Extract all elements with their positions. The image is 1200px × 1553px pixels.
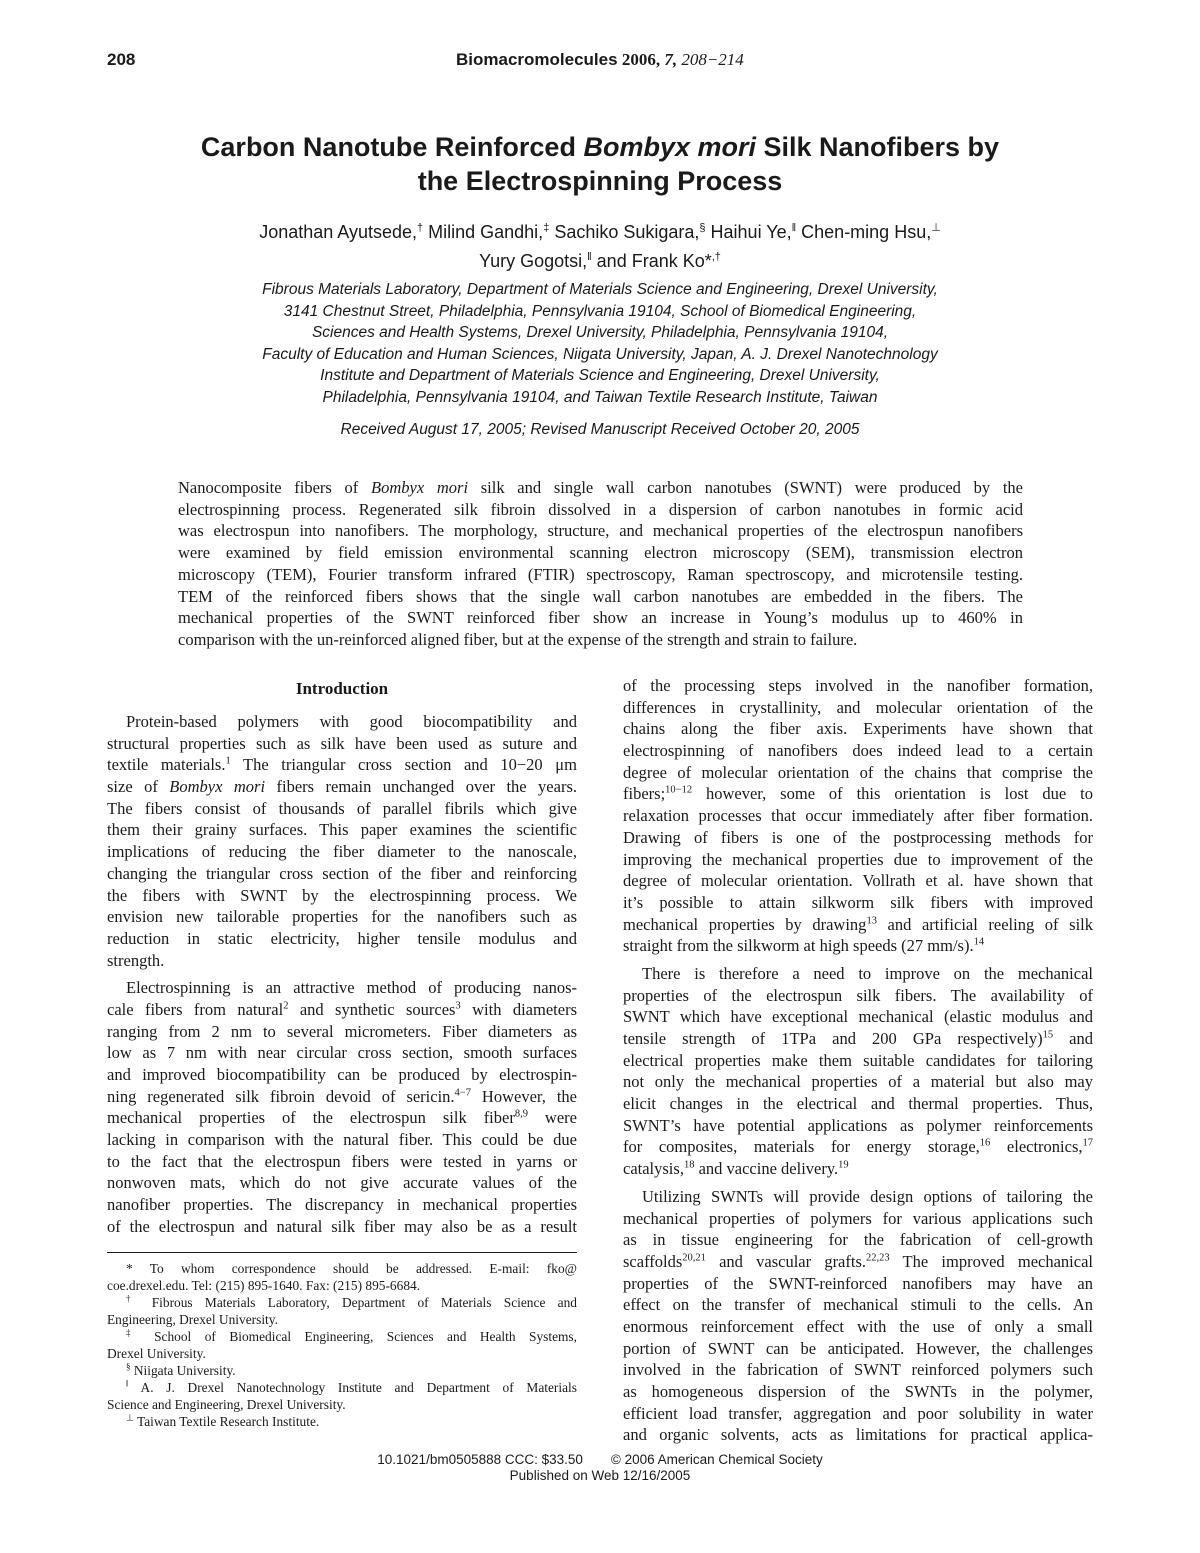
journal-year: 2006, bbox=[621, 50, 661, 69]
footnotes bbox=[107, 1260, 577, 1430]
body-line bbox=[623, 783, 1093, 805]
abstract-line: electrospinning process. Regenerated silk fibroin dissolved in a dispersion of carbon nanotubes in formic acid bbox=[178, 499, 1023, 519]
title-line-2: the Electrospinning Process bbox=[417, 166, 783, 196]
abstract-line bbox=[178, 477, 1023, 499]
affiliations bbox=[140, 279, 1060, 409]
body-line: Utilizing SWNTs will provide design options of tailoring the bbox=[642, 1186, 1093, 1206]
body-line: implications of reducing the fiber diameter to the nanoscale, bbox=[107, 842, 577, 862]
abstract-line: microscopy (TEM), Fourier transform infrared (FTIR) spectroscopy, Raman spectroscopy, and microtensile testing. bbox=[178, 564, 1023, 584]
body-line: ranging from 2 nm to several micrometers. Fiber diameters as bbox=[107, 1021, 577, 1041]
author-mark: ,† bbox=[711, 251, 721, 263]
body-line: them their grainy surfaces. This paper examines the scientific bbox=[107, 820, 577, 840]
body-line bbox=[623, 1028, 1093, 1050]
body-text: and vascular grafts. bbox=[705, 1251, 867, 1271]
body-line: electrical properties make them suitable candidates for tailoring bbox=[623, 1050, 1093, 1070]
body-line bbox=[107, 754, 577, 776]
footnote-line bbox=[107, 1260, 577, 1277]
footnote-line bbox=[107, 1311, 577, 1328]
author-name: Yury Gogotsi, bbox=[479, 251, 588, 271]
body-line: Electrospinning is an attractive method of producing nanos- bbox=[126, 978, 577, 998]
body-text: scaffolds bbox=[623, 1251, 683, 1271]
body-line: nanofiber properties. The discrepancy in mechanical properties bbox=[107, 1195, 577, 1215]
journal-volume: 7, bbox=[664, 50, 678, 69]
citation-ref: 8,9 bbox=[514, 1108, 528, 1120]
citation-ref: 20,21 bbox=[682, 1252, 706, 1264]
page-footer bbox=[100, 1452, 1100, 1484]
body-line: relaxation processes that occur immediately after fiber formation. bbox=[623, 806, 1093, 826]
page-number: 208 bbox=[107, 50, 136, 69]
body-text: and artificial reeling of silk bbox=[876, 914, 1093, 934]
citation-ref: 1 bbox=[225, 755, 231, 767]
footnote-line bbox=[107, 1379, 577, 1396]
body-line: not only the mechanical properties of a material but also may bbox=[623, 1072, 1093, 1092]
footnote-line bbox=[107, 1277, 577, 1294]
body-text: fibers remain unchanged over the years. bbox=[265, 777, 577, 797]
body-line bbox=[623, 1251, 1093, 1273]
body-line: degree of molecular orientation. Vollrath et al. have shown that bbox=[623, 871, 1093, 891]
body-text: however, some of this orientation is lost due to bbox=[692, 784, 1093, 804]
author-name: Sachiko Sukigara, bbox=[549, 222, 700, 242]
author-name: Haihui Ye, bbox=[705, 222, 792, 242]
footnote-mark: ‡ bbox=[126, 1327, 141, 1338]
body-text: size of bbox=[107, 777, 170, 797]
body-text: electronics, bbox=[990, 1137, 1083, 1157]
citation-ref: 4−7 bbox=[454, 1087, 471, 1099]
body-text: textile materials. bbox=[107, 755, 226, 775]
body-text: The improved mechanical bbox=[889, 1251, 1093, 1271]
citation-ref: 15 bbox=[1042, 1029, 1054, 1041]
body-line: and organic solvents, acts as limitations for practical applica- bbox=[623, 1425, 1093, 1445]
body-line: electrospinning of nanofibers does indeed lead to a certain bbox=[623, 741, 1093, 761]
title-text: Silk Nanofibers by bbox=[756, 132, 1000, 162]
body-line: reduction in static electricity, higher tensile modulus and bbox=[107, 928, 577, 948]
body-text: with diameters bbox=[460, 999, 577, 1019]
body-line: lacking in comparison with the natural fiber. This could be due bbox=[107, 1130, 577, 1150]
footer-published: Published on Web 12/16/2005 bbox=[509, 1468, 691, 1483]
footnote-line bbox=[107, 1396, 577, 1413]
footnote-mark: ⊥ bbox=[126, 1412, 134, 1423]
body-line: involved in the fabrication of SWNT reinforced polymers such bbox=[623, 1360, 1093, 1380]
author-mark: ‖ bbox=[587, 251, 592, 263]
body-line bbox=[623, 1136, 1093, 1158]
footnote-line bbox=[107, 1362, 577, 1379]
author-list bbox=[100, 216, 1100, 274]
body-line: envision new tailorable properties for the nanofibers such as bbox=[107, 907, 577, 927]
citation-ref: 2 bbox=[283, 1000, 289, 1012]
author-mark: † bbox=[417, 222, 424, 234]
body-line: Drawing of fibers is one of the postprocessing methods for bbox=[623, 827, 1093, 847]
body-line: changing the triangular cross section of the fiber and reinforcing bbox=[107, 863, 577, 883]
footnote-rule bbox=[107, 1252, 577, 1253]
abstract-text: Nanocomposite fibers of bbox=[178, 478, 372, 497]
footnote-text: Taiwan Textile Research Institute. bbox=[133, 1414, 320, 1429]
body-text: fibers; bbox=[623, 784, 666, 804]
body-text: The triangular cross section and 10−20 μm bbox=[230, 755, 577, 775]
body-line bbox=[107, 999, 577, 1021]
body-line: SWNT which have exceptional mechanical (elastic modulus and bbox=[623, 1007, 1093, 1027]
citation-ref: 14 bbox=[973, 936, 985, 948]
footnote-line bbox=[107, 1413, 577, 1430]
journal-citation bbox=[456, 50, 744, 70]
affiliation-line: 3141 Chestnut Street, Philadelphia, Pennsylvania 19104, School of Biomedical Engineering, bbox=[283, 302, 917, 320]
body-line: efficient load transfer, aggregation and poor solubility in water bbox=[623, 1403, 1093, 1423]
footnote-text: Science and Engineering, Drexel University. bbox=[107, 1397, 346, 1412]
body-line: strength. bbox=[107, 950, 165, 970]
footnote-text: School of Biomedical Engineering, Sciences and Health Systems, bbox=[140, 1329, 577, 1344]
body-text: and synthetic sources bbox=[288, 999, 456, 1019]
body-line: low as 7 nm with near circular cross section, smooth surfaces bbox=[107, 1043, 577, 1063]
footnote-text: Engineering, Drexel University. bbox=[107, 1312, 278, 1327]
body-text: tensile strength of 1TPa and 200 GPa respectively) bbox=[623, 1029, 1043, 1048]
received-dates: Received August 17, 2005; Revised Manuscript Received October 20, 2005 bbox=[340, 421, 860, 438]
body-line: There is therefore a need to improve on the mechanical bbox=[642, 963, 1093, 983]
citation-ref: 13 bbox=[866, 915, 877, 927]
citation-ref: 19 bbox=[838, 1159, 849, 1171]
author-name: Jonathan Ayutsede, bbox=[259, 222, 417, 242]
abstract-text: silk and single wall carbon nanotubes (SWNT) were produced by the bbox=[468, 478, 1023, 497]
body-line: as in tissue engineering for the fabrication of cell-growth bbox=[623, 1230, 1093, 1250]
body-line: improving the mechanical properties due to improvement of the bbox=[623, 849, 1093, 869]
body-line: structural properties such as silk have been used as suture and bbox=[107, 733, 577, 753]
body-text: mechanical properties of the electrospun silk fiber bbox=[107, 1108, 515, 1128]
footnote-line bbox=[107, 1294, 577, 1311]
body-line: properties of the electrospun silk fibers. The availability of bbox=[623, 985, 1093, 1005]
footnote-mark: ‖ bbox=[126, 1378, 129, 1389]
body-line bbox=[623, 935, 1093, 957]
affiliation-line: Institute and Department of Materials Science and Engineering, Drexel University, bbox=[320, 367, 880, 385]
abstract-line: comparison with the un-reinforced aligned fiber, but at the expense of the strength and strain to failure. bbox=[178, 629, 858, 649]
body-line bbox=[107, 1086, 577, 1108]
section-heading-introduction: Introduction bbox=[295, 679, 389, 698]
footnote-text: * To whom correspondence should be addressed. E-mail: fko@ bbox=[126, 1261, 577, 1276]
author-name: Milind Gandhi, bbox=[423, 222, 544, 242]
abstract-species: Bombyx mori bbox=[371, 478, 469, 497]
body-line: The fibers consist of thousands of parallel fibrils which give bbox=[107, 798, 577, 818]
body-line: degree of molecular orientation of the chains that comprise the bbox=[623, 762, 1093, 782]
citation-ref: 3 bbox=[455, 1000, 461, 1012]
body-line: to the fact that the electrospun fibers were tested in yarns or bbox=[107, 1151, 577, 1171]
title-species: Bombyx mori bbox=[583, 132, 756, 162]
body-line: properties of the SWNT-reinforced nanofibers may have an bbox=[623, 1273, 1093, 1293]
affiliation-line: Fibrous Materials Laboratory, Department of Materials Science and Engineering, Drexel University, bbox=[262, 281, 938, 298]
abstract-line: TEM of the reinforced fibers shows that the single wall carbon nanotubes are embedded in the fibers. The bbox=[178, 586, 1023, 606]
footnote-text: Fibrous Materials Laboratory, Department of Materials Science and bbox=[139, 1295, 578, 1310]
body-line: elicit changes in the electrical and thermal properties. Thus, bbox=[623, 1094, 1093, 1114]
body-line: enormous reinforcement effect with the use of only a small bbox=[623, 1316, 1093, 1336]
body-line: portion of SWNT can be anticipated. However, the challenges bbox=[623, 1338, 1093, 1358]
footnote-text: Niigata University. bbox=[130, 1363, 236, 1378]
footnote-mark: § bbox=[126, 1361, 131, 1372]
footnote-line bbox=[107, 1345, 577, 1362]
citation-ref: 17 bbox=[1082, 1137, 1094, 1149]
body-line bbox=[107, 776, 577, 798]
body-line: the fibers with SWNT by the electrospinning process. We bbox=[107, 885, 577, 905]
footnote-line bbox=[107, 1328, 577, 1345]
journal-pages: 208−214 bbox=[681, 50, 744, 69]
body-line: differences in crystallinity, and molecular orientation of the bbox=[623, 697, 1093, 717]
body-line: as homogeneous dispersion of the SWNTs in the polymer, bbox=[623, 1382, 1093, 1401]
author-mark: § bbox=[699, 222, 706, 234]
title-text: Carbon Nanotube Reinforced bbox=[200, 132, 584, 162]
abstract-line: were examined by field emission environmental scanning electron microscopy (SEM), transmission electron bbox=[178, 543, 1023, 563]
journal-name: Biomacromolecules bbox=[456, 50, 618, 69]
body-text: straight from the silkworm at high speeds (27 mm/s). bbox=[623, 936, 974, 956]
body-line: SWNT’s have potential applications as polymer reinforcements bbox=[623, 1115, 1093, 1135]
author-mark: ‡ bbox=[543, 222, 550, 234]
author-mark: ‖ bbox=[791, 222, 797, 234]
affiliation-line: Faculty of Education and Human Sciences, Niigata University, Japan, A. J. Drexel Nanotechnology bbox=[262, 345, 938, 363]
body-line: of the processing steps involved in the nanofiber formation, bbox=[623, 676, 1093, 695]
affiliation-line: Philadelphia, Pennsylvania 19104, and Taiwan Textile Research Institute, Taiwan bbox=[322, 388, 878, 406]
body-text: ning regenerated silk fibroin devoid of sericin. bbox=[107, 1086, 455, 1106]
author-mark: ⊥ bbox=[931, 222, 941, 234]
left-column bbox=[107, 675, 577, 1238]
paper-title bbox=[100, 130, 1100, 198]
author-line-2 bbox=[100, 245, 1100, 274]
author-name: and Frank Ko* bbox=[591, 251, 712, 271]
body-line: mechanical properties of polymers for various applications such bbox=[623, 1208, 1093, 1228]
body-line: it’s possible to attain silkworm silk fibers with improved bbox=[623, 892, 1093, 912]
author-line-1 bbox=[100, 216, 1100, 245]
body-line: and improved biocompatibility can be produced by electrospin- bbox=[107, 1065, 577, 1084]
footer-doi: 10.1021/bm0505888 CCC: $33.50 bbox=[377, 1452, 583, 1467]
footnote-text: A. J. Drexel Nanotechnology Institute and Department of Materials bbox=[128, 1380, 577, 1395]
body-text: However, the bbox=[470, 1086, 577, 1106]
footnote-mark: † bbox=[126, 1293, 140, 1304]
abstract-line: was electrospun into nanofibers. The morphology, structure, and mechanical properties of the electrospun nanofibers bbox=[178, 521, 1023, 541]
citation-ref: 18 bbox=[683, 1159, 695, 1171]
abstract bbox=[178, 477, 1023, 651]
author-name: Chen-ming Hsu, bbox=[796, 222, 932, 242]
body-text: were bbox=[527, 1108, 577, 1128]
citation-ref: 22,23 bbox=[866, 1252, 890, 1264]
footer-copyright: © 2006 American Chemical Society bbox=[610, 1452, 823, 1467]
body-line bbox=[107, 1107, 577, 1129]
body-line bbox=[623, 914, 1093, 936]
footnote-text: coe.drexel.edu. Tel: (215) 895-1640. Fax: (215) 895-6684. bbox=[107, 1278, 421, 1293]
citation-ref: 10−12 bbox=[665, 784, 693, 796]
affiliation-line: Sciences and Health Systems, Drexel University, Philadelphia, Pennsylvania 19104, bbox=[311, 324, 889, 342]
abstract-line: mechanical properties of the SWNT reinforced fiber show an increase in Young’s modulus up to 460% in bbox=[178, 608, 1023, 628]
body-text: catalysis, bbox=[623, 1159, 684, 1179]
footnote-text: Drexel University. bbox=[107, 1346, 206, 1361]
body-line: chains along the fiber axis. Experiments have shown that bbox=[623, 719, 1093, 739]
body-text: for composites, materials for energy storage, bbox=[623, 1137, 980, 1157]
body-text: and bbox=[1053, 1029, 1094, 1048]
citation-ref: 16 bbox=[979, 1137, 991, 1149]
body-text: mechanical properties by drawing bbox=[623, 914, 867, 934]
body-line: effect on the transfer of mechanical stimuli to the cells. An bbox=[623, 1295, 1093, 1315]
body-text: and vaccine delivery. bbox=[694, 1159, 839, 1179]
body-line: Protein-based polymers with good biocompatibility and bbox=[126, 712, 577, 731]
body-text: cale fibers from natural bbox=[107, 999, 284, 1019]
species-name: Bombyx mori bbox=[169, 777, 266, 797]
body-line: of the electrospun and natural silk fiber may also be as a result bbox=[107, 1216, 577, 1236]
body-line: nonwoven mats, which do not give accurate values of the bbox=[107, 1173, 577, 1193]
right-column bbox=[623, 675, 1093, 1446]
body-line bbox=[623, 1158, 1093, 1180]
